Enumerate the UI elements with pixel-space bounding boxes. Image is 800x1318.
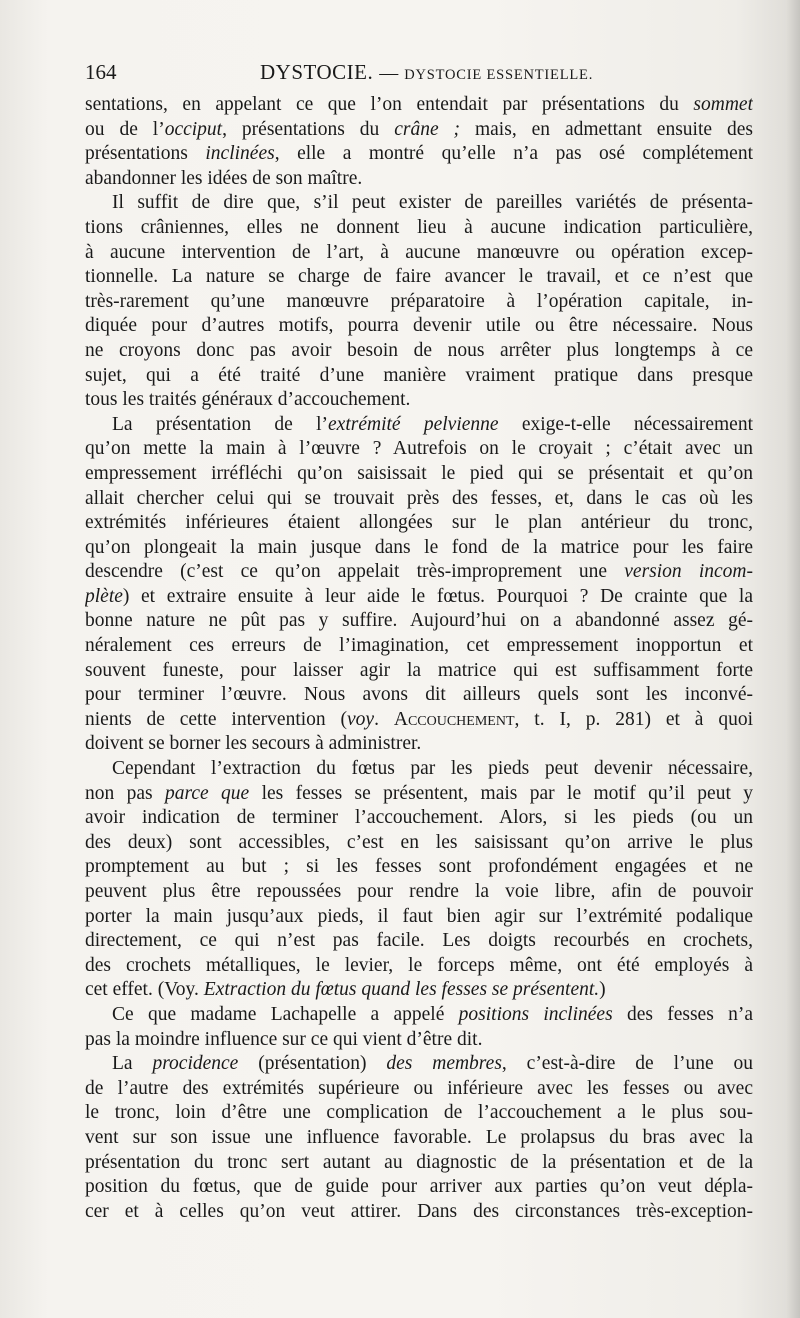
text-line [85,487,753,512]
page-number: 164 [85,60,117,84]
text-segment: crâne ; [394,118,461,140]
text-segment: position du fœtus, que de guide pour arriver aux parties qu’on veut dépla- [85,1176,753,1198]
text-segment: diquée pour d’autres motifs, pourra devenir utile ou être nécessaire. Nous [85,315,753,337]
text-line [85,142,753,167]
text-segment: qu’on mette la main à l’œuvre ? Autrefois on le croyait ; c’était avec un [85,438,753,460]
text-segment: , présentations du [222,118,395,140]
text-line [85,1200,753,1225]
text-segment: nients de cette intervention ( [85,708,348,730]
text-line [85,167,753,192]
text-line [85,388,753,413]
text-segment: des crochets métalliques, le levier, le forceps même, ont été employés à [85,954,753,976]
text-segment: le tronc, loin d’être une complication de l’accouchement a le plus sou- [85,1102,753,1124]
text-segment: La présentation de l’ [112,413,329,435]
text-line [85,265,753,290]
text-line [85,1028,753,1053]
text-segment: les fesses se présentent, mais par le motif qu’il peut y [249,782,753,804]
text-segment: ) [599,979,606,1001]
text-segment: promptement au but ; si les fesses sont profondément engagées et ne [85,856,753,878]
text-segment: ) et extraire ensuite à leur aide le fœtus. Pourquoi ? De crainte que la [122,585,753,607]
text-segment: sentations, en appelant ce que l’on entendait par présentations du [85,94,694,115]
text-segment: Ce que madame Lachapelle a appelé [112,1003,459,1025]
text-segment: sujet, qui a été traité d’une manière vraiment pratique dans presque [85,364,753,386]
text-line [85,978,753,1003]
text-segment: , elle a montré qu’elle n’a pas osé complétement [274,143,753,165]
page-gutter-shadow [786,0,800,1318]
chapter-title: DYSTOCIE. [260,60,374,84]
text-line [85,191,753,216]
text-segment: extrémité pelvienne [328,413,499,435]
text-segment: ne croyons donc pas avoir besoin de nous arrêter plus longtemps à ce [85,339,753,361]
text-segment: à aucune intervention de l’art, à aucune manœuvre ou opération excep- [85,241,753,263]
text-segment: positions inclinées [458,1003,613,1025]
text-line [85,314,753,339]
text-line [85,757,753,782]
text-segment: présentations [85,143,206,165]
text-line [85,536,753,561]
text-line [85,782,753,807]
text-segment: procidence [152,1053,239,1075]
text-line [85,929,753,954]
text-line [85,831,753,856]
text-line [85,339,753,364]
text-segment: cet effet. (Voy. [85,979,204,1001]
text-line [85,732,753,757]
text-line [85,560,753,585]
text-segment: La [112,1053,153,1075]
text-segment: des fesses n’a [612,1003,753,1025]
text-segment: non pas [85,782,165,804]
text-segment: abandonner les idées de son maître. [85,167,363,189]
text-segment: . [374,708,394,730]
text-line [85,462,753,487]
text-line [85,216,753,241]
text-segment: , t. I, p. 281) et à quoi [514,708,753,730]
text-segment: Extraction du fœtus quand les fesses se présentent. [203,979,600,1001]
text-line [85,1126,753,1151]
text-segment: des deux) sont accessibles, c’est en les saisissant qu’on arrive le plus [85,831,753,853]
text-segment: mais, en admettant ensuite des [460,118,753,140]
text-line [85,954,753,979]
text-segment: occiput [164,118,223,140]
text-segment: plète [85,585,123,607]
text-segment: voy [347,708,375,730]
text-line [85,708,753,733]
text-segment: bonne nature ne pût pas y suffire. Aujourd’hui on a abandonné assez gé- [85,610,753,632]
text-segment: directement, ce qui n’est pas facile. Les doigts recourbés en crochets, [85,930,753,952]
text-segment: tionnelle. La nature se charge de faire avancer le travail, et ce n’est que [85,266,753,288]
text-line [85,609,753,634]
text-segment: extrémités inférieures étaient allongées sur le plan antérieur du tronc, [85,512,753,534]
text-segment: parce que [165,782,250,804]
text-line [85,241,753,266]
text-segment: néralement ces erreurs de l’imagination, cet empressement inopportun et [85,635,753,657]
text-line [85,634,753,659]
text-segment: vent sur son issue une influence favorable. Le prolapsus du bras avec la [85,1126,753,1148]
text-line [85,1003,753,1028]
text-line [85,437,753,462]
text-segment: avoir indication de terminer l’accouchement. Alors, si les pieds (ou un [85,807,753,829]
text-segment: Cependant l’extraction du fœtus par les pieds peut devenir nécessaire, [112,758,753,780]
text-segment: sommet [693,94,753,115]
text-line [85,1101,753,1126]
text-segment: tous les traités généraux d’accouchement. [85,389,411,411]
text-segment: exige-t-elle nécessairement [498,413,753,435]
text-line [85,1175,753,1200]
text-line [85,880,753,905]
text-line [85,855,753,880]
text-segment: ou de l’ [85,118,165,140]
text-line [85,413,753,438]
text-line [85,806,753,831]
text-segment: des membres [386,1053,502,1075]
text-line [85,511,753,536]
text-line [85,1077,753,1102]
running-title [260,60,593,85]
text-segment: souvent funeste, pour laisser agir la matrice qui est suffisamment forte [85,659,753,681]
text-line [85,905,753,930]
text-segment: (présentation) [238,1053,387,1075]
text-segment: très-rarement qu’une manœuvre préparatoire à l’opération capitale, in- [85,290,753,312]
text-line [85,118,753,143]
text-segment: , c’est-à-dire de l’une ou [501,1053,753,1075]
text-line [85,93,753,118]
running-header [85,60,755,90]
text-segment: version incom- [624,561,753,583]
text-line [85,364,753,389]
text-segment: peuvent plus être repoussées pour rendre la voie libre, afin de pouvoir [85,881,753,902]
text-segment: présentation du tronc sert autant au diagnostic de la présentation et de la [85,1151,753,1173]
title-dash: — [379,63,399,84]
text-segment: qu’on plongeait la main jusque dans le fond de la matrice pour les faire [85,536,753,558]
text-line [85,659,753,684]
text-segment: tions crâniennes, elles ne donnent lieu à aucune indication particulière, [85,216,753,238]
text-segment: Accouchement [393,708,515,730]
text-line [85,1151,753,1176]
text-segment: cer et à celles qu’on veut attirer. Dans des circonstances très-exception- [85,1200,753,1222]
text-segment: doivent se borner les secours à administrer. [85,733,422,755]
text-line [85,585,753,610]
text-segment: pour terminer l’œuvre. Nous avons dit ailleurs quels sont les inconvé- [85,684,753,706]
section-title: DYSTOCIE ESSENTIELLE. [404,67,594,83]
text-segment: pas la moindre influence sur ce qui vient d’être dit. [85,1028,483,1050]
text-segment: Il suffit de dire que, s’il peut exister de pareilles variétés de présenta- [112,192,753,214]
text-line [85,1052,753,1077]
text-segment: inclinées [205,143,275,165]
text-segment: descendre (c’est ce qu’on appelait très-improprement une [85,561,625,583]
text-segment: de l’autre des extrémités supérieure ou inférieure avec les fesses ou avec [85,1077,753,1099]
text-segment: empressement irréfléchi qu’on saisissait le pied qui se présentait et qu’on [85,462,753,484]
text-line [85,290,753,315]
text-segment: allait chercher celui qui se trouvait près des fesses, et, dans le cas où les [85,487,753,509]
text-segment: porter la main jusqu’aux pieds, il faut bien agir sur l’extrémité podalique [85,905,753,927]
text-line [85,683,753,708]
body-text [85,93,753,1224]
